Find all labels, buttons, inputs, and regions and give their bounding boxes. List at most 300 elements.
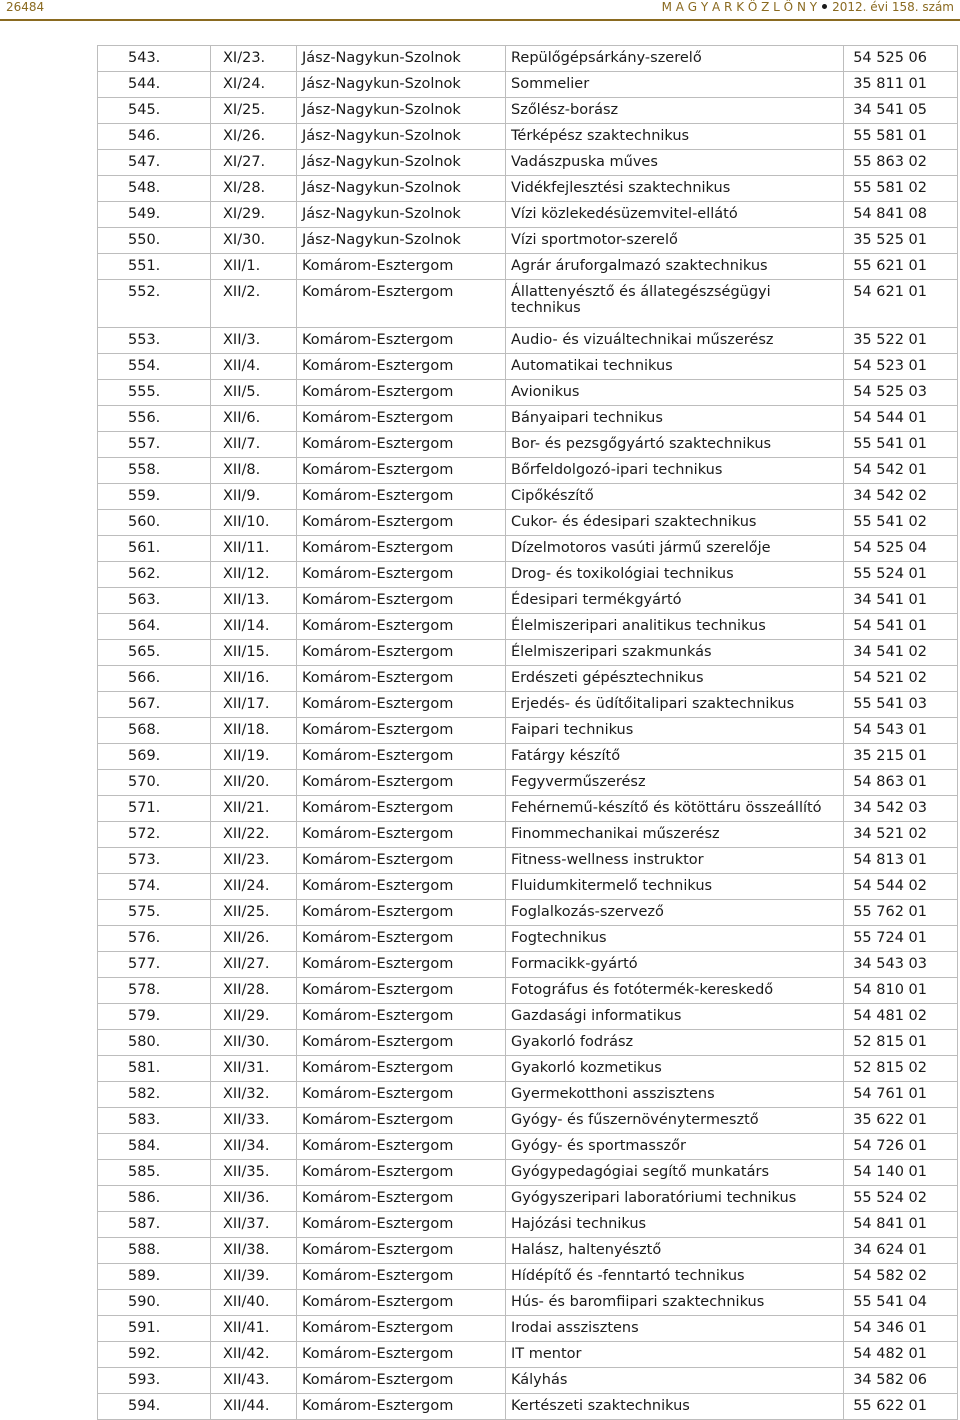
profession-name: Gyógypedagógiai segítő munkatárs <box>506 1160 844 1186</box>
row-code: XII/24. <box>211 874 297 900</box>
issue-number: 2012. évi 158. szám <box>832 0 954 14</box>
county-name: Komárom-Esztergom <box>297 614 506 640</box>
profession-name: Fegyverműszerész <box>506 770 844 796</box>
county-name: Komárom-Esztergom <box>297 874 506 900</box>
county-name: Komárom-Esztergom <box>297 1394 506 1420</box>
row-number: 558. <box>98 458 211 484</box>
table-row <box>98 1342 958 1368</box>
table-row <box>98 640 958 666</box>
profession-name: Irodai asszisztens <box>506 1316 844 1342</box>
row-code: XII/38. <box>211 1238 297 1264</box>
table-row <box>98 406 958 432</box>
county-name: Komárom-Esztergom <box>297 822 506 848</box>
county-name: Jász-Nagykun-Szolnok <box>297 46 506 72</box>
profession-name: Fatárgy készítő <box>506 744 844 770</box>
okj-code: 54 841 01 <box>844 1212 958 1238</box>
okj-code: 34 541 02 <box>844 640 958 666</box>
table-row <box>98 328 958 354</box>
row-code: XII/18. <box>211 718 297 744</box>
okj-code: 52 815 02 <box>844 1056 958 1082</box>
profession-name: Kertészeti szaktechnikus <box>506 1394 844 1420</box>
row-code: XII/11. <box>211 536 297 562</box>
table-row <box>98 510 958 536</box>
row-code: XI/30. <box>211 228 297 254</box>
table-row <box>98 1394 958 1420</box>
row-number: 587. <box>98 1212 211 1238</box>
row-code: XII/10. <box>211 510 297 536</box>
county-name: Jász-Nagykun-Szolnok <box>297 176 506 202</box>
county-name: Komárom-Esztergom <box>297 640 506 666</box>
row-code: XI/28. <box>211 176 297 202</box>
profession-name: Automatikai technikus <box>506 354 844 380</box>
profession-name: Faipari technikus <box>506 718 844 744</box>
row-code: XII/9. <box>211 484 297 510</box>
row-number: 572. <box>98 822 211 848</box>
county-name: Komárom-Esztergom <box>297 406 506 432</box>
table-row <box>98 848 958 874</box>
profession-name: Agrár áruforgalmazó szaktechnikus <box>506 254 844 280</box>
okj-code: 55 524 02 <box>844 1186 958 1212</box>
table-row <box>98 1186 958 1212</box>
profession-name: Hajózási technikus <box>506 1212 844 1238</box>
okj-code: 54 543 01 <box>844 718 958 744</box>
row-number: 571. <box>98 796 211 822</box>
table-row <box>98 432 958 458</box>
row-number: 581. <box>98 1056 211 1082</box>
county-name: Komárom-Esztergom <box>297 848 506 874</box>
row-number: 579. <box>98 1004 211 1030</box>
profession-name: Gazdasági informatikus <box>506 1004 844 1030</box>
row-number: 561. <box>98 536 211 562</box>
profession-name: Állattenyésztő és állategészségügyi technikus <box>506 280 844 328</box>
row-code: XII/32. <box>211 1082 297 1108</box>
row-number: 577. <box>98 952 211 978</box>
table-row <box>98 1030 958 1056</box>
row-number: 574. <box>98 874 211 900</box>
table-row <box>98 536 958 562</box>
okj-code: 55 581 02 <box>844 176 958 202</box>
table-row <box>98 458 958 484</box>
okj-code: 54 523 01 <box>844 354 958 380</box>
county-name: Komárom-Esztergom <box>297 328 506 354</box>
county-name: Komárom-Esztergom <box>297 1186 506 1212</box>
table-row <box>98 254 958 280</box>
row-number: 543. <box>98 46 211 72</box>
profession-name: IT mentor <box>506 1342 844 1368</box>
profession-name: Gyógyszeripari laboratóriumi technikus <box>506 1186 844 1212</box>
row-code: XII/3. <box>211 328 297 354</box>
profession-name: Halász, haltenyésztő <box>506 1238 844 1264</box>
table-row <box>98 1056 958 1082</box>
okj-code: 55 541 03 <box>844 692 958 718</box>
row-number: 554. <box>98 354 211 380</box>
row-code: XII/23. <box>211 848 297 874</box>
row-code: XI/25. <box>211 98 297 124</box>
okj-code: 35 525 01 <box>844 228 958 254</box>
okj-code: 54 525 06 <box>844 46 958 72</box>
profession-name: Vidékfejlesztési szaktechnikus <box>506 176 844 202</box>
okj-code: 35 215 01 <box>844 744 958 770</box>
county-name: Komárom-Esztergom <box>297 510 506 536</box>
table-row <box>98 354 958 380</box>
table-row <box>98 228 958 254</box>
row-number: 588. <box>98 1238 211 1264</box>
row-code: XII/25. <box>211 900 297 926</box>
profession-name: Élelmiszeripari analitikus technikus <box>506 614 844 640</box>
okj-code: 55 541 04 <box>844 1290 958 1316</box>
profession-name: Formacikk-gyártó <box>506 952 844 978</box>
profession-name: Drog- és toxikológiai technikus <box>506 562 844 588</box>
row-number: 594. <box>98 1394 211 1420</box>
okj-code: 34 541 01 <box>844 588 958 614</box>
profession-name: Vízi közlekedésüzemvitel-ellátó <box>506 202 844 228</box>
row-code: XII/7. <box>211 432 297 458</box>
profession-name: Finommechanikai műszerész <box>506 822 844 848</box>
profession-name: Fotográfus és fotótermék-kereskedő <box>506 978 844 1004</box>
county-name: Komárom-Esztergom <box>297 1368 506 1394</box>
table-row <box>98 150 958 176</box>
row-code: XII/22. <box>211 822 297 848</box>
row-number: 567. <box>98 692 211 718</box>
okj-code: 54 541 01 <box>844 614 958 640</box>
row-code: XI/27. <box>211 150 297 176</box>
table-row <box>98 46 958 72</box>
okj-code: 54 525 03 <box>844 380 958 406</box>
profession-name: Kályhás <box>506 1368 844 1394</box>
county-name: Komárom-Esztergom <box>297 796 506 822</box>
table-row <box>98 1264 958 1290</box>
table-row <box>98 926 958 952</box>
table-row <box>98 952 958 978</box>
row-code: XII/5. <box>211 380 297 406</box>
row-number: 548. <box>98 176 211 202</box>
row-number: 570. <box>98 770 211 796</box>
row-number: 556. <box>98 406 211 432</box>
profession-name: Térképész szaktechnikus <box>506 124 844 150</box>
table-row <box>98 978 958 1004</box>
page-number: 26484 <box>6 0 45 14</box>
row-number: 575. <box>98 900 211 926</box>
row-number: 566. <box>98 666 211 692</box>
row-code: XII/39. <box>211 1264 297 1290</box>
row-code: XII/19. <box>211 744 297 770</box>
journal-title-line <box>662 0 954 14</box>
row-number: 591. <box>98 1316 211 1342</box>
profession-name: Gyakorló kozmetikus <box>506 1056 844 1082</box>
county-name: Komárom-Esztergom <box>297 926 506 952</box>
county-name: Komárom-Esztergom <box>297 1212 506 1238</box>
row-number: 545. <box>98 98 211 124</box>
row-code: XI/24. <box>211 72 297 98</box>
profession-name: Élelmiszeripari szakmunkás <box>506 640 844 666</box>
okj-code: 34 624 01 <box>844 1238 958 1264</box>
row-code: XII/29. <box>211 1004 297 1030</box>
row-number: 578. <box>98 978 211 1004</box>
row-code: XII/40. <box>211 1290 297 1316</box>
county-name: Komárom-Esztergom <box>297 432 506 458</box>
row-number: 546. <box>98 124 211 150</box>
table-row <box>98 1316 958 1342</box>
okj-code: 54 863 01 <box>844 770 958 796</box>
county-name: Komárom-Esztergom <box>297 978 506 1004</box>
row-code: XII/20. <box>211 770 297 796</box>
table-row <box>98 484 958 510</box>
county-name: Komárom-Esztergom <box>297 1108 506 1134</box>
row-number: 582. <box>98 1082 211 1108</box>
row-code: XI/23. <box>211 46 297 72</box>
okj-code: 54 525 04 <box>844 536 958 562</box>
row-number: 592. <box>98 1342 211 1368</box>
okj-code: 55 524 01 <box>844 562 958 588</box>
table-row <box>98 72 958 98</box>
okj-code: 54 621 01 <box>844 280 958 328</box>
okj-code: 54 761 01 <box>844 1082 958 1108</box>
okj-code: 55 863 02 <box>844 150 958 176</box>
profession-name: Repülőgépsárkány-szerelő <box>506 46 844 72</box>
row-number: 565. <box>98 640 211 666</box>
row-code: XII/30. <box>211 1030 297 1056</box>
row-number: 552. <box>98 280 211 328</box>
profession-name: Gyermekotthoni asszisztens <box>506 1082 844 1108</box>
okj-code: 55 762 01 <box>844 900 958 926</box>
row-code: XII/17. <box>211 692 297 718</box>
row-code: XII/33. <box>211 1108 297 1134</box>
okj-code: 52 815 01 <box>844 1030 958 1056</box>
county-name: Komárom-Esztergom <box>297 588 506 614</box>
county-name: Komárom-Esztergom <box>297 744 506 770</box>
row-code: XII/34. <box>211 1134 297 1160</box>
county-name: Komárom-Esztergom <box>297 718 506 744</box>
county-name: Jász-Nagykun-Szolnok <box>297 228 506 254</box>
table-row <box>98 1160 958 1186</box>
row-number: 559. <box>98 484 211 510</box>
county-name: Komárom-Esztergom <box>297 1342 506 1368</box>
okj-code: 54 813 01 <box>844 848 958 874</box>
okj-code: 54 542 01 <box>844 458 958 484</box>
profession-name: Cipőkészítő <box>506 484 844 510</box>
table-row <box>98 614 958 640</box>
row-number: 549. <box>98 202 211 228</box>
okj-code: 54 521 02 <box>844 666 958 692</box>
row-number: 550. <box>98 228 211 254</box>
row-number: 544. <box>98 72 211 98</box>
table-row <box>98 562 958 588</box>
county-name: Komárom-Esztergom <box>297 1056 506 1082</box>
table-row <box>98 666 958 692</box>
header-rule <box>0 19 960 21</box>
row-code: XII/28. <box>211 978 297 1004</box>
county-name: Komárom-Esztergom <box>297 562 506 588</box>
okj-code: 54 481 02 <box>844 1004 958 1030</box>
county-name: Komárom-Esztergom <box>297 900 506 926</box>
row-code: XII/21. <box>211 796 297 822</box>
row-code: XII/1. <box>211 254 297 280</box>
county-name: Komárom-Esztergom <box>297 666 506 692</box>
row-code: XII/26. <box>211 926 297 952</box>
row-number: 551. <box>98 254 211 280</box>
row-number: 560. <box>98 510 211 536</box>
county-name: Jász-Nagykun-Szolnok <box>297 98 506 124</box>
row-number: 564. <box>98 614 211 640</box>
okj-code: 54 140 01 <box>844 1160 958 1186</box>
table-body <box>98 46 958 1420</box>
county-name: Komárom-Esztergom <box>297 1316 506 1342</box>
okj-code: 54 726 01 <box>844 1134 958 1160</box>
profession-name: Sommelier <box>506 72 844 98</box>
okj-code: 34 543 03 <box>844 952 958 978</box>
county-name: Komárom-Esztergom <box>297 536 506 562</box>
profession-name: Hús- és baromfiipari szaktechnikus <box>506 1290 844 1316</box>
okj-code: 55 621 01 <box>844 254 958 280</box>
table-row <box>98 588 958 614</box>
table-row <box>98 380 958 406</box>
row-number: 553. <box>98 328 211 354</box>
okj-code: 54 841 08 <box>844 202 958 228</box>
okj-code: 35 811 01 <box>844 72 958 98</box>
profession-name: Audio- és vizuáltechnikai műszerész <box>506 328 844 354</box>
table-row <box>98 1238 958 1264</box>
profession-name: Fehérnemű-készítő és kötöttáru összeállító <box>506 796 844 822</box>
row-code: XII/41. <box>211 1316 297 1342</box>
county-name: Komárom-Esztergom <box>297 1030 506 1056</box>
profession-name: Vadászpuska műves <box>506 150 844 176</box>
okj-code: 34 582 06 <box>844 1368 958 1394</box>
table-row <box>98 718 958 744</box>
table-row <box>98 1134 958 1160</box>
table-row <box>98 1212 958 1238</box>
page-header <box>0 0 960 22</box>
row-number: 568. <box>98 718 211 744</box>
row-code: XII/2. <box>211 280 297 328</box>
journal-title: M A G Y A R K Ö Z L Ö N Y <box>661 0 818 14</box>
okj-code: 34 542 03 <box>844 796 958 822</box>
profession-name: Fluidumkitermelő technikus <box>506 874 844 900</box>
table-row <box>98 1082 958 1108</box>
okj-code: 54 544 01 <box>844 406 958 432</box>
okj-code: 55 622 01 <box>844 1394 958 1420</box>
county-name: Komárom-Esztergom <box>297 1082 506 1108</box>
county-name: Komárom-Esztergom <box>297 254 506 280</box>
row-code: XII/27. <box>211 952 297 978</box>
table-row <box>98 900 958 926</box>
row-number: 593. <box>98 1368 211 1394</box>
okj-code: 54 582 02 <box>844 1264 958 1290</box>
row-code: XI/26. <box>211 124 297 150</box>
bullet-dot-icon <box>822 4 827 9</box>
profession-name: Avionikus <box>506 380 844 406</box>
okj-code: 35 622 01 <box>844 1108 958 1134</box>
table-row <box>98 1368 958 1394</box>
row-number: 584. <box>98 1134 211 1160</box>
profession-name: Erjedés- és üdítőitalipari szaktechnikus <box>506 692 844 718</box>
table-row <box>98 692 958 718</box>
table-row <box>98 1108 958 1134</box>
row-code: XII/37. <box>211 1212 297 1238</box>
row-number: 562. <box>98 562 211 588</box>
profession-name: Vízi sportmotor-szerelő <box>506 228 844 254</box>
okj-code: 54 346 01 <box>844 1316 958 1342</box>
county-name: Komárom-Esztergom <box>297 692 506 718</box>
county-name: Komárom-Esztergom <box>297 380 506 406</box>
table-row <box>98 744 958 770</box>
row-code: XII/31. <box>211 1056 297 1082</box>
county-name: Komárom-Esztergom <box>297 1134 506 1160</box>
row-number: 585. <box>98 1160 211 1186</box>
table-row <box>98 796 958 822</box>
profession-name: Cukor- és édesipari szaktechnikus <box>506 510 844 536</box>
okj-code: 55 541 01 <box>844 432 958 458</box>
profession-name: Hídépítő és -fenntartó technikus <box>506 1264 844 1290</box>
profession-name: Szőlész-borász <box>506 98 844 124</box>
row-number: 563. <box>98 588 211 614</box>
county-name: Jász-Nagykun-Szolnok <box>297 72 506 98</box>
table-row <box>98 280 958 328</box>
okj-code: 54 810 01 <box>844 978 958 1004</box>
profession-name: Gyakorló fodrász <box>506 1030 844 1056</box>
profession-name: Bőrfeldolgozó-ipari technikus <box>506 458 844 484</box>
okj-code: 34 542 02 <box>844 484 958 510</box>
table-row <box>98 98 958 124</box>
okj-code: 55 581 01 <box>844 124 958 150</box>
county-name: Komárom-Esztergom <box>297 458 506 484</box>
profession-name: Bor- és pezsgőgyártó szaktechnikus <box>506 432 844 458</box>
county-name: Komárom-Esztergom <box>297 1238 506 1264</box>
county-name: Komárom-Esztergom <box>297 770 506 796</box>
okj-code: 35 522 01 <box>844 328 958 354</box>
county-name: Jász-Nagykun-Szolnok <box>297 150 506 176</box>
table-row <box>98 176 958 202</box>
row-code: XII/35. <box>211 1160 297 1186</box>
row-number: 557. <box>98 432 211 458</box>
profession-name: Édesipari termékgyártó <box>506 588 844 614</box>
profession-name: Dízelmotoros vasúti jármű szerelője <box>506 536 844 562</box>
profession-name: Foglalkozás-szervező <box>506 900 844 926</box>
row-number: 589. <box>98 1264 211 1290</box>
row-code: XII/42. <box>211 1342 297 1368</box>
profession-name: Bányaipari technikus <box>506 406 844 432</box>
okj-code: 34 541 05 <box>844 98 958 124</box>
county-name: Komárom-Esztergom <box>297 354 506 380</box>
row-code: XII/12. <box>211 562 297 588</box>
county-name: Komárom-Esztergom <box>297 1264 506 1290</box>
okj-code: 54 482 01 <box>844 1342 958 1368</box>
row-code: XII/44. <box>211 1394 297 1420</box>
table-row <box>98 874 958 900</box>
table-row <box>98 770 958 796</box>
okj-code: 54 544 02 <box>844 874 958 900</box>
profession-register-table <box>97 45 958 1420</box>
row-number: 590. <box>98 1290 211 1316</box>
county-name: Komárom-Esztergom <box>297 1004 506 1030</box>
county-name: Komárom-Esztergom <box>297 280 506 328</box>
table-row <box>98 822 958 848</box>
row-number: 586. <box>98 1186 211 1212</box>
profession-name: Fitness-wellness instruktor <box>506 848 844 874</box>
row-code: XI/29. <box>211 202 297 228</box>
row-number: 573. <box>98 848 211 874</box>
county-name: Komárom-Esztergom <box>297 1290 506 1316</box>
okj-code: 34 521 02 <box>844 822 958 848</box>
row-number: 555. <box>98 380 211 406</box>
county-name: Komárom-Esztergom <box>297 1160 506 1186</box>
row-code: XII/14. <box>211 614 297 640</box>
profession-name: Gyógy- és fűszernövénytermesztő <box>506 1108 844 1134</box>
row-number: 569. <box>98 744 211 770</box>
table-row <box>98 124 958 150</box>
row-number: 547. <box>98 150 211 176</box>
row-code: XII/4. <box>211 354 297 380</box>
row-number: 583. <box>98 1108 211 1134</box>
